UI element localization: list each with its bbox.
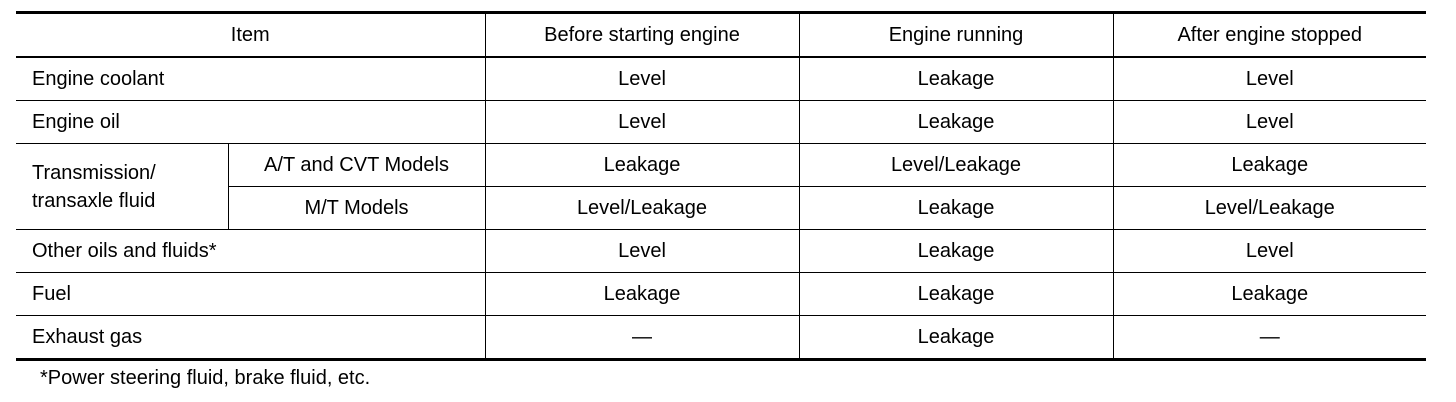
row-after-value: Level/Leakage: [1113, 187, 1426, 230]
row-sub-label: M/T Models: [228, 187, 485, 230]
row-running-value: Level/Leakage: [799, 144, 1113, 187]
table-row: [16, 273, 1426, 316]
row-running-value: Leakage: [799, 273, 1113, 316]
row-after-value: Level: [1113, 230, 1426, 273]
table-row: [16, 230, 1426, 273]
row-after-value: Leakage: [1113, 273, 1426, 316]
group-label-line-2: transaxle fluid: [32, 189, 156, 212]
row-before-value: —: [485, 316, 799, 360]
row-after-value: —: [1113, 316, 1426, 360]
row-item-label: Other oils and fluids*: [16, 230, 485, 273]
table-row: [16, 144, 1426, 187]
row-running-value: Leakage: [799, 230, 1113, 273]
row-item-label: Exhaust gas: [16, 316, 485, 360]
header-after-engine-stopped: After engine stopped: [1113, 13, 1426, 58]
row-before-value: Leakage: [485, 144, 799, 187]
row-sub-label: A/T and CVT Models: [228, 144, 485, 187]
inspection-table: [16, 11, 1426, 361]
row-before-value: Level/Leakage: [485, 187, 799, 230]
table-header-row: [16, 13, 1426, 58]
table-footnote: *Power steering fluid, brake fluid, etc.: [40, 367, 371, 389]
table-row: [16, 57, 1426, 101]
group-label-line-1: Transmission/: [32, 161, 156, 184]
row-item-label: Engine oil: [16, 101, 485, 144]
row-running-value: Leakage: [799, 187, 1113, 230]
table-row: [16, 101, 1426, 144]
row-running-value: Leakage: [799, 57, 1113, 101]
row-after-value: Level: [1113, 57, 1426, 101]
header-before-starting-engine: Before starting engine: [485, 13, 799, 58]
row-before-value: Level: [485, 230, 799, 273]
row-running-value: Leakage: [799, 101, 1113, 144]
table-row: [16, 316, 1426, 360]
row-after-value: Leakage: [1113, 144, 1426, 187]
row-running-value: Leakage: [799, 316, 1113, 360]
row-item-label: Engine coolant: [16, 57, 485, 101]
row-before-value: Level: [485, 57, 799, 101]
header-item: Item: [16, 13, 485, 58]
row-after-value: Level: [1113, 101, 1426, 144]
header-engine-running: Engine running: [799, 13, 1113, 58]
row-group-label: [16, 144, 228, 230]
table-row: [16, 187, 1426, 230]
row-before-value: Level: [485, 101, 799, 144]
row-before-value: Leakage: [485, 273, 799, 316]
row-item-label: Fuel: [16, 273, 485, 316]
